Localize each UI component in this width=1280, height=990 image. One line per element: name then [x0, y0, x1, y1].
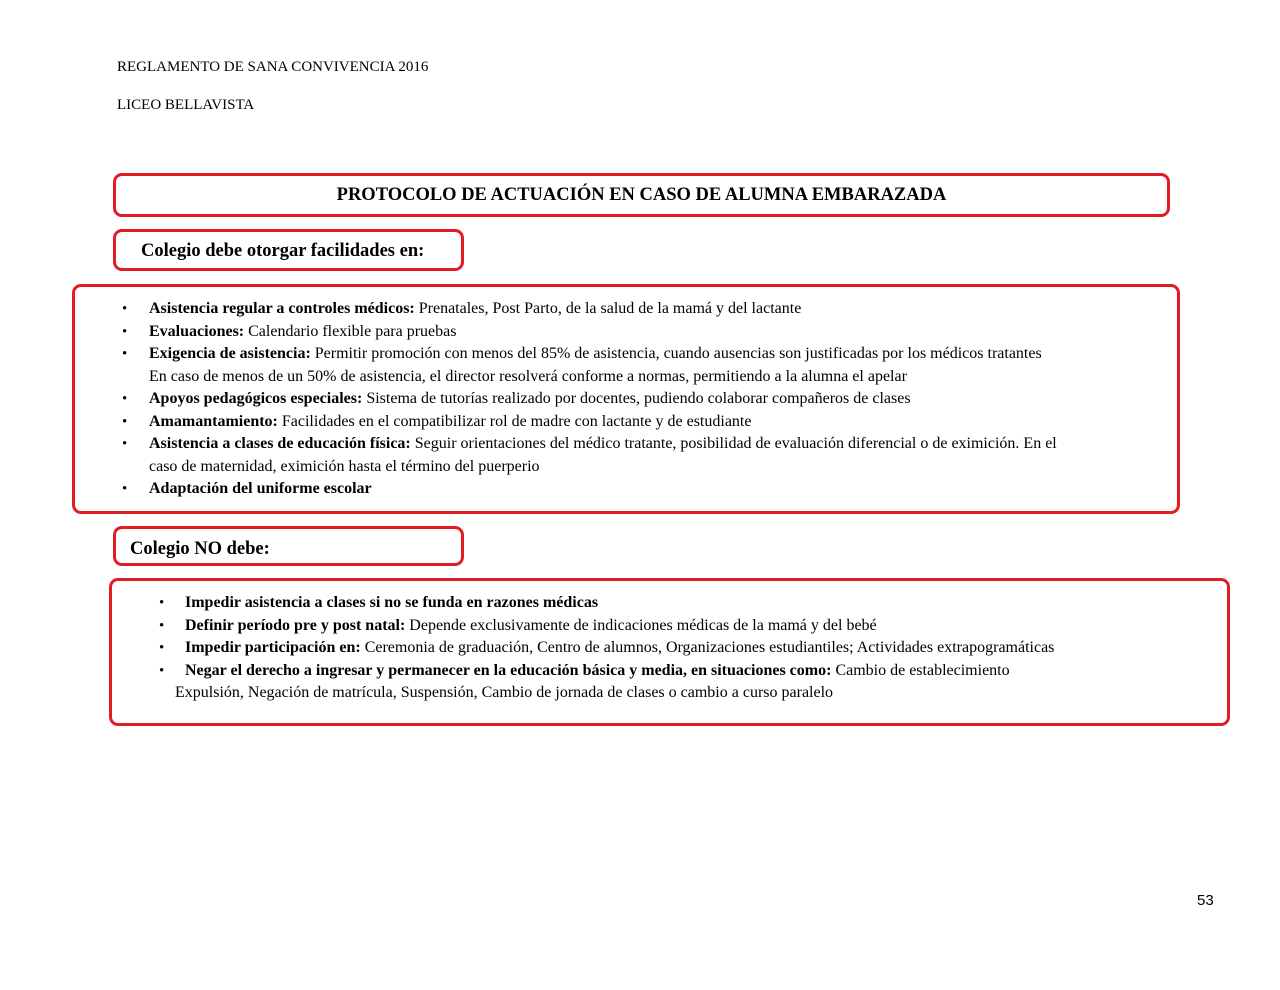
- bullet-icon: •: [159, 595, 165, 611]
- list-item-heading: Impedir asistencia a clases si no se funda en razones médicas: [185, 594, 599, 611]
- list-item-text: Sistema de tutorías realizado por docentes, pudiendo colaborar compañeros de clases: [362, 390, 911, 407]
- list-item: [122, 298, 1169, 321]
- list-item: [159, 660, 1215, 705]
- list-item: [122, 388, 1169, 411]
- list-item-text: Ceremonia de graduación, Centro de alumnos, Organizaciones estudiantiles; Actividades extrapogramáticas: [360, 639, 1055, 656]
- bullet-icon: •: [122, 436, 128, 452]
- list-item-heading: Amamantamiento:: [149, 412, 278, 430]
- list-item: [122, 411, 1169, 434]
- list-item-text: Facilidades en el compatibilizar rol de madre con lactante y de estudiante: [277, 412, 752, 430]
- list-item-text: Permitir promoción con menos del 85% de asistencia, cuando ausencias son justificadas por los médicos tratantes: [310, 345, 1042, 362]
- prohibitions-list: [159, 592, 1215, 705]
- section-prohibitions-box: [109, 578, 1230, 726]
- list-item-continuation: caso de maternidad, eximición hasta el término del puerperio: [149, 457, 540, 475]
- bullet-icon: •: [159, 662, 165, 679]
- list-item: [159, 615, 1215, 638]
- list-item-continuation: Expulsión, Negación de matrícula, Suspensión, Cambio de jornada de clases o cambio a curso paralelo: [175, 684, 834, 701]
- list-item-heading: Definir período pre y post natal:: [185, 616, 406, 634]
- section-facilities-box: [72, 284, 1180, 514]
- list-item-heading: Negar el derecho a ingresar y permanecer en la educación básica y media, en situaciones como:: [185, 661, 832, 679]
- document-header-title: REGLAMENTO DE SANA CONVIVENCIA 2016: [117, 59, 429, 75]
- document-header-school: LICEO BELLAVISTA: [117, 97, 255, 113]
- title-box: [113, 173, 1170, 217]
- bullet-icon: •: [122, 301, 128, 317]
- section-prohibitions-label-box: [113, 526, 464, 566]
- list-item: [122, 478, 1169, 501]
- list-item: [122, 433, 1169, 478]
- bullet-icon: •: [122, 413, 128, 430]
- list-item-text: Cambio de establecimiento: [831, 661, 1010, 679]
- section-facilities-label-box: [113, 229, 464, 271]
- list-item-heading: Asistencia regular a controles médicos:: [149, 300, 415, 317]
- bullet-icon: •: [122, 481, 128, 497]
- list-item-heading: Impedir participación en:: [185, 639, 361, 656]
- list-item-heading: Exigencia de asistencia:: [149, 345, 311, 362]
- list-item-text: Seguir orientaciones del médico tratante, posibilidad de evaluación diferencial o de eximición. En el: [410, 435, 1057, 452]
- list-item-text: Calendario flexible para pruebas: [244, 322, 457, 340]
- section-prohibitions-label: Colegio NO debe:: [130, 539, 270, 559]
- list-item-heading: Apoyos pedagógicos especiales:: [149, 390, 363, 407]
- list-item: [122, 321, 1169, 344]
- list-item: [159, 637, 1215, 660]
- bullet-icon: •: [159, 640, 165, 656]
- list-item-heading: Evaluaciones:: [149, 322, 245, 340]
- bullet-icon: •: [122, 323, 128, 340]
- bullet-icon: •: [159, 617, 165, 634]
- list-item-continuation: En caso de menos de un 50% de asistencia, el director resolverá conforme a normas, permitiendo a la alumna el apelar: [149, 367, 907, 385]
- facilities-list: [122, 298, 1169, 501]
- list-item: [122, 343, 1169, 388]
- page-title: PROTOCOLO DE ACTUACIÓN EN CASO DE ALUMNA EMBARAZADA: [336, 185, 947, 205]
- list-item-text: Prenatales, Post Parto, de la salud de la mamá y del lactante: [414, 300, 802, 317]
- list-item-heading: Asistencia a clases de educación física:: [149, 435, 411, 452]
- bullet-icon: •: [122, 391, 128, 407]
- bullet-icon: •: [122, 346, 128, 362]
- list-item-heading: Adaptación del uniforme escolar: [149, 480, 372, 497]
- list-item: [159, 592, 1215, 615]
- section-facilities-label: Colegio debe otorgar facilidades en:: [141, 241, 425, 261]
- page-number: 53: [1197, 892, 1214, 909]
- list-item-text: Depende exclusivamente de indicaciones médicas de la mamá y del bebé: [405, 616, 877, 634]
